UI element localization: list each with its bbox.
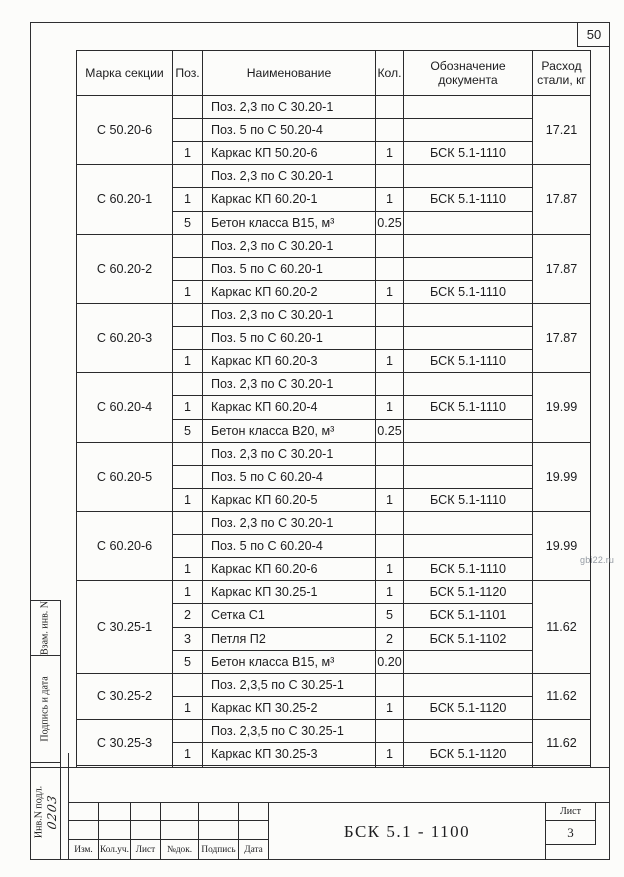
header-steel: Расход стали, кг — [533, 51, 591, 96]
revision-empty-cell — [131, 821, 161, 839]
qty-cell: 1 — [376, 696, 404, 719]
doc-cell — [404, 442, 533, 465]
revision-table — [69, 803, 269, 860]
section-mark-cell: С 60.20-6 — [77, 511, 173, 580]
title-block — [68, 802, 610, 860]
poz-cell: 1 — [173, 581, 203, 604]
name-cell: Поз. 2,3 по С 30.20-1 — [203, 442, 376, 465]
stamp-inv-podl — [30, 762, 61, 860]
revision-empty-cell — [239, 821, 269, 839]
doc-cell — [404, 96, 533, 119]
qty-cell: 0.25 — [376, 419, 404, 442]
name-cell: Бетон класса В15, м³ — [203, 650, 376, 673]
poz-cell: 3 — [173, 627, 203, 650]
poz-cell: 5 — [173, 419, 203, 442]
spec-table-header — [77, 51, 591, 96]
poz-cell: 1 — [173, 396, 203, 419]
poz-cell — [173, 119, 203, 142]
doc-cell — [404, 165, 533, 188]
header-poz: Поз. — [173, 51, 203, 96]
stamp-inv-label: Инв.N подл. — [33, 785, 45, 838]
poz-cell: 1 — [173, 350, 203, 373]
table-row — [77, 96, 591, 119]
qty-cell — [376, 96, 404, 119]
steel-consumption-cell: 19.99 — [533, 511, 591, 580]
poz-cell: 1 — [173, 696, 203, 719]
name-cell: Каркас КП 60.20-5 — [203, 488, 376, 511]
inventory-number-handwritten: 0203 — [45, 792, 60, 831]
poz-cell — [173, 165, 203, 188]
qty-cell — [376, 719, 404, 742]
steel-consumption-cell: 19.99 — [533, 373, 591, 442]
qty-cell — [376, 327, 404, 350]
revision-empty-cell — [99, 821, 131, 839]
name-cell: Каркас КП 60.20-4 — [203, 396, 376, 419]
steel-consumption-cell: 11.62 — [533, 581, 591, 673]
name-cell: Поз. 5 по С 60.20-1 — [203, 327, 376, 350]
name-cell: Каркас КП 60.20-2 — [203, 280, 376, 303]
stamp-podpis-label: Подпись и дата — [39, 676, 51, 742]
qty-cell — [376, 119, 404, 142]
qty-cell: 0.25 — [376, 211, 404, 234]
steel-consumption-cell: 11.62 — [533, 719, 591, 765]
name-cell: Поз. 2,3 по С 30.20-1 — [203, 234, 376, 257]
name-cell: Поз. 2,3 по С 30.20-1 — [203, 165, 376, 188]
qty-cell: 1 — [376, 396, 404, 419]
doc-cell — [404, 119, 533, 142]
revision-empty-cell — [161, 821, 199, 839]
doc-cell — [404, 211, 533, 234]
doc-cell — [404, 234, 533, 257]
table-row — [77, 373, 591, 396]
name-cell: Каркас КП 60.20-1 — [203, 188, 376, 211]
doc-cell: БСК 5.1-1110 — [404, 396, 533, 419]
qty-cell — [376, 303, 404, 326]
name-cell: Поз. 5 по С 60.20-4 — [203, 465, 376, 488]
doc-cell: БСК 5.1-1110 — [404, 280, 533, 303]
spec-table-body — [77, 96, 591, 768]
revision-column-label: Дата — [239, 840, 269, 860]
name-cell: Бетон класса В15, м³ — [203, 211, 376, 234]
stamp-vzam-label: Взам. инв. N — [39, 600, 51, 656]
steel-consumption-cell: 11.62 — [533, 673, 591, 719]
page-number-box — [577, 22, 610, 47]
doc-cell — [404, 535, 533, 558]
table-row — [77, 234, 591, 257]
name-cell: Петля П2 — [203, 627, 376, 650]
name-cell: Поз. 5 по С 50.20-4 — [203, 119, 376, 142]
document-code: БСК 5.1 - 1100 — [269, 803, 546, 860]
qty-cell: 1 — [376, 558, 404, 581]
revision-column-label: №док. — [161, 840, 199, 860]
page-number: 50 — [586, 26, 602, 42]
poz-cell — [173, 96, 203, 119]
name-cell: Поз. 2,3 по С 30.20-1 — [203, 96, 376, 119]
table-row — [77, 673, 591, 696]
steel-consumption-cell: 17.21 — [533, 96, 591, 165]
revision-empty-cell — [69, 803, 99, 821]
poz-cell: 1 — [173, 280, 203, 303]
section-mark-cell: С 60.20-1 — [77, 165, 173, 234]
revision-empty-cell — [131, 803, 161, 821]
doc-cell: БСК 5.1-1120 — [404, 743, 533, 766]
header-qty: Кол. — [376, 51, 404, 96]
header-name: Наименование — [203, 51, 376, 96]
stamp-vzam-inv — [30, 600, 61, 655]
qty-cell — [376, 511, 404, 534]
poz-cell: 5 — [173, 211, 203, 234]
doc-cell — [404, 303, 533, 326]
section-mark-cell: С 60.20-4 — [77, 373, 173, 442]
section-mark-cell: С 60.20-5 — [77, 442, 173, 511]
revision-column-label: Подпись — [199, 840, 239, 860]
steel-consumption-cell: 17.87 — [533, 165, 591, 234]
section-mark-cell: С 30.25-1 — [77, 581, 173, 673]
name-cell: Поз. 5 по С 60.20-1 — [203, 257, 376, 280]
doc-cell: БСК 5.1-1110 — [404, 188, 533, 211]
section-mark-cell: С 50.20-6 — [77, 96, 173, 165]
poz-cell: 5 — [173, 650, 203, 673]
name-cell: Каркас КП 30.25-2 — [203, 696, 376, 719]
qty-cell — [376, 535, 404, 558]
poz-cell — [173, 234, 203, 257]
qty-cell: 1 — [376, 142, 404, 165]
doc-cell: БСК 5.1-1102 — [404, 627, 533, 650]
table-row — [77, 511, 591, 534]
qty-cell: 1 — [376, 743, 404, 766]
doc-cell: БСК 5.1-1120 — [404, 581, 533, 604]
qty-cell — [376, 442, 404, 465]
qty-cell: 1 — [376, 350, 404, 373]
poz-cell — [173, 442, 203, 465]
poz-cell — [173, 511, 203, 534]
section-mark-cell: С 60.20-2 — [77, 234, 173, 303]
revision-column-label: Кол.уч. — [99, 840, 131, 860]
table-row — [77, 442, 591, 465]
poz-cell — [173, 373, 203, 396]
qty-cell: 1 — [376, 581, 404, 604]
name-cell: Поз. 2,3 по С 30.20-1 — [203, 511, 376, 534]
doc-cell — [404, 650, 533, 673]
sheet-box — [546, 803, 596, 845]
name-cell: Поз. 2,3,5 по С 30.25-1 — [203, 719, 376, 742]
poz-cell — [173, 465, 203, 488]
name-cell: Каркас КП 30.25-1 — [203, 581, 376, 604]
revision-empty-cell — [199, 803, 239, 821]
poz-cell — [173, 673, 203, 696]
steel-consumption-cell: 17.87 — [533, 303, 591, 372]
doc-cell — [404, 673, 533, 696]
divider-line — [30, 767, 610, 768]
doc-cell: БСК 5.1-1110 — [404, 142, 533, 165]
poz-cell: 1 — [173, 558, 203, 581]
doc-cell — [404, 465, 533, 488]
spec-table — [76, 50, 591, 768]
header-row — [77, 51, 591, 96]
revision-column-label: Изм. — [69, 840, 99, 860]
poz-cell — [173, 303, 203, 326]
stamp-podpis-data — [30, 655, 61, 762]
poz-cell — [173, 327, 203, 350]
name-cell: Поз. 2,3 по С 30.20-1 — [203, 303, 376, 326]
section-mark-cell: С 30.25-3 — [77, 719, 173, 765]
name-cell: Поз. 2,3,5 по С 30.25-1 — [203, 673, 376, 696]
revision-empty-cell — [161, 803, 199, 821]
name-cell: Каркас КП 30.25-3 — [203, 743, 376, 766]
doc-cell — [404, 373, 533, 396]
qty-cell: 1 — [376, 280, 404, 303]
doc-cell: БСК 5.1-1110 — [404, 558, 533, 581]
revision-column-label: Лист — [131, 840, 161, 860]
sheet-label: Лист — [546, 803, 595, 821]
section-mark-cell: С 30.25-2 — [77, 673, 173, 719]
table-row — [77, 719, 591, 742]
header-doc: Обозначение документа — [404, 51, 533, 96]
qty-cell — [376, 673, 404, 696]
doc-cell — [404, 327, 533, 350]
table-row — [77, 165, 591, 188]
qty-cell — [376, 165, 404, 188]
qty-cell — [376, 465, 404, 488]
revision-empty-cell — [99, 803, 131, 821]
poz-cell: 1 — [173, 188, 203, 211]
steel-consumption-cell: 19.99 — [533, 442, 591, 511]
name-cell: Каркас КП 50.20-6 — [203, 142, 376, 165]
doc-cell — [404, 719, 533, 742]
qty-cell — [376, 373, 404, 396]
doc-cell: БСК 5.1-1110 — [404, 350, 533, 373]
sheet-number: 3 — [546, 821, 595, 845]
qty-cell: 1 — [376, 188, 404, 211]
steel-consumption-cell: 17.87 — [533, 234, 591, 303]
section-mark-cell: С 60.20-3 — [77, 303, 173, 372]
qty-cell: 1 — [376, 488, 404, 511]
poz-cell: 1 — [173, 743, 203, 766]
doc-cell: БСК 5.1-1110 — [404, 488, 533, 511]
name-cell: Поз. 2,3 по С 30.20-1 — [203, 373, 376, 396]
poz-cell: 1 — [173, 488, 203, 511]
revision-empty-cell — [69, 821, 99, 839]
table-row — [77, 303, 591, 326]
doc-cell — [404, 257, 533, 280]
qty-cell: 0.20 — [376, 650, 404, 673]
name-cell: Поз. 5 по С 60.20-4 — [203, 535, 376, 558]
qty-cell: 5 — [376, 604, 404, 627]
poz-cell — [173, 719, 203, 742]
qty-cell — [376, 257, 404, 280]
margin-line — [68, 753, 69, 803]
poz-cell — [173, 257, 203, 280]
doc-cell: БСК 5.1-1101 — [404, 604, 533, 627]
watermark: gbi22.ru — [580, 555, 615, 565]
revision-empty-cell — [199, 821, 239, 839]
header-mark: Марка секции — [77, 51, 173, 96]
name-cell: Каркас КП 60.20-6 — [203, 558, 376, 581]
doc-cell — [404, 511, 533, 534]
table-row — [77, 581, 591, 604]
name-cell: Сетка С1 — [203, 604, 376, 627]
poz-cell: 1 — [173, 142, 203, 165]
qty-cell — [376, 234, 404, 257]
name-cell: Каркас КП 60.20-3 — [203, 350, 376, 373]
poz-cell: 2 — [173, 604, 203, 627]
name-cell: Бетон класса В20, м³ — [203, 419, 376, 442]
revision-empty-cell — [239, 803, 269, 821]
qty-cell: 2 — [376, 627, 404, 650]
doc-cell: БСК 5.1-1120 — [404, 696, 533, 719]
doc-cell — [404, 419, 533, 442]
poz-cell — [173, 535, 203, 558]
